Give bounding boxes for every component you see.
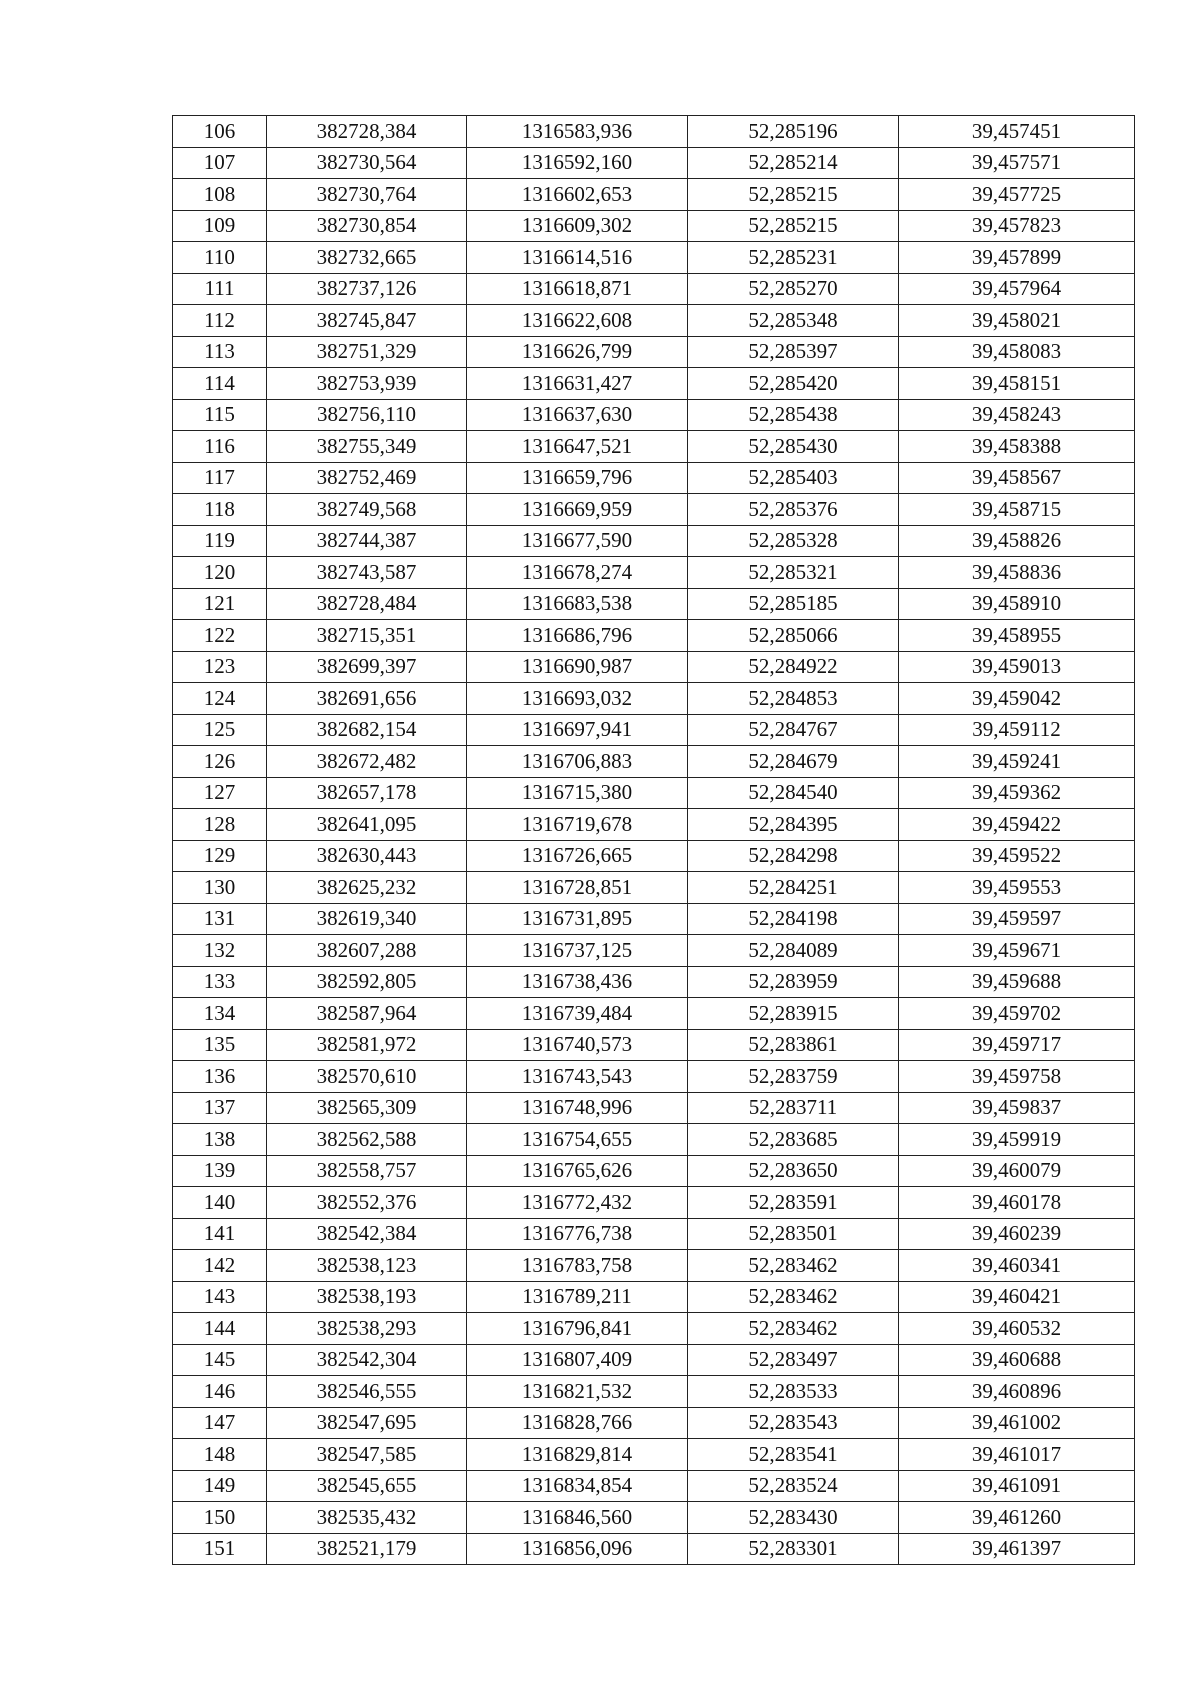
longitude-cell: 39,458021	[899, 305, 1135, 337]
point-number-cell: 119	[173, 525, 267, 557]
point-number-cell: 144	[173, 1313, 267, 1345]
x-coordinate-cell: 382607,288	[267, 935, 467, 967]
point-number-cell: 108	[173, 179, 267, 211]
point-number-cell: 112	[173, 305, 267, 337]
y-coordinate-cell: 1316622,608	[467, 305, 688, 337]
x-coordinate-cell: 382545,655	[267, 1470, 467, 1502]
latitude-cell: 52,283301	[688, 1533, 899, 1565]
table-row	[173, 1533, 1135, 1565]
point-number-cell: 109	[173, 210, 267, 242]
y-coordinate-cell: 1316789,211	[467, 1281, 688, 1313]
table-row	[173, 966, 1135, 998]
point-number-cell: 151	[173, 1533, 267, 1565]
latitude-cell: 52,285196	[688, 116, 899, 148]
x-coordinate-cell: 382570,610	[267, 1061, 467, 1093]
y-coordinate-cell: 1316683,538	[467, 588, 688, 620]
y-coordinate-cell: 1316678,274	[467, 557, 688, 589]
table-row	[173, 683, 1135, 715]
table-row	[173, 1344, 1135, 1376]
point-number-cell: 118	[173, 494, 267, 526]
point-number-cell: 147	[173, 1407, 267, 1439]
longitude-cell: 39,458910	[899, 588, 1135, 620]
x-coordinate-cell: 382682,154	[267, 714, 467, 746]
latitude-cell: 52,285430	[688, 431, 899, 463]
latitude-cell: 52,283533	[688, 1376, 899, 1408]
y-coordinate-cell: 1316686,796	[467, 620, 688, 652]
latitude-cell: 52,283759	[688, 1061, 899, 1093]
x-coordinate-cell: 382521,179	[267, 1533, 467, 1565]
y-coordinate-cell: 1316748,996	[467, 1092, 688, 1124]
latitude-cell: 52,285270	[688, 273, 899, 305]
x-coordinate-cell: 382728,384	[267, 116, 467, 148]
longitude-cell: 39,460079	[899, 1155, 1135, 1187]
longitude-cell: 39,458388	[899, 431, 1135, 463]
y-coordinate-cell: 1316807,409	[467, 1344, 688, 1376]
y-coordinate-cell: 1316631,427	[467, 368, 688, 400]
latitude-cell: 52,285376	[688, 494, 899, 526]
x-coordinate-cell: 382756,110	[267, 399, 467, 431]
longitude-cell: 39,460239	[899, 1218, 1135, 1250]
longitude-cell: 39,460341	[899, 1250, 1135, 1282]
x-coordinate-cell: 382732,665	[267, 242, 467, 274]
point-number-cell: 124	[173, 683, 267, 715]
longitude-cell: 39,459553	[899, 872, 1135, 904]
longitude-cell: 39,458083	[899, 336, 1135, 368]
latitude-cell: 52,283462	[688, 1313, 899, 1345]
x-coordinate-cell: 382547,695	[267, 1407, 467, 1439]
point-number-cell: 131	[173, 903, 267, 935]
y-coordinate-cell: 1316765,626	[467, 1155, 688, 1187]
longitude-cell: 39,461397	[899, 1533, 1135, 1565]
point-number-cell: 122	[173, 620, 267, 652]
latitude-cell: 52,283462	[688, 1250, 899, 1282]
y-coordinate-cell: 1316776,738	[467, 1218, 688, 1250]
longitude-cell: 39,459362	[899, 777, 1135, 809]
table-row	[173, 368, 1135, 400]
x-coordinate-cell: 382547,585	[267, 1439, 467, 1471]
y-coordinate-cell: 1316614,516	[467, 242, 688, 274]
x-coordinate-cell: 382592,805	[267, 966, 467, 998]
y-coordinate-cell: 1316609,302	[467, 210, 688, 242]
point-number-cell: 148	[173, 1439, 267, 1471]
latitude-cell: 52,283591	[688, 1187, 899, 1219]
y-coordinate-cell: 1316731,895	[467, 903, 688, 935]
latitude-cell: 52,283543	[688, 1407, 899, 1439]
longitude-cell: 39,457725	[899, 179, 1135, 211]
point-number-cell: 128	[173, 809, 267, 841]
latitude-cell: 52,283524	[688, 1470, 899, 1502]
longitude-cell: 39,460896	[899, 1376, 1135, 1408]
table-row	[173, 305, 1135, 337]
latitude-cell: 52,284767	[688, 714, 899, 746]
point-number-cell: 146	[173, 1376, 267, 1408]
y-coordinate-cell: 1316669,959	[467, 494, 688, 526]
x-coordinate-cell: 382737,126	[267, 273, 467, 305]
longitude-cell: 39,457451	[899, 116, 1135, 148]
x-coordinate-cell: 382728,484	[267, 588, 467, 620]
table-row	[173, 651, 1135, 683]
x-coordinate-cell: 382619,340	[267, 903, 467, 935]
latitude-cell: 52,283711	[688, 1092, 899, 1124]
point-number-cell: 149	[173, 1470, 267, 1502]
longitude-cell: 39,461002	[899, 1407, 1135, 1439]
longitude-cell: 39,460688	[899, 1344, 1135, 1376]
point-number-cell: 120	[173, 557, 267, 589]
longitude-cell: 39,459758	[899, 1061, 1135, 1093]
y-coordinate-cell: 1316697,941	[467, 714, 688, 746]
latitude-cell: 52,284198	[688, 903, 899, 935]
x-coordinate-cell: 382581,972	[267, 1029, 467, 1061]
table-row	[173, 1313, 1135, 1345]
table-row	[173, 431, 1135, 463]
latitude-cell: 52,284540	[688, 777, 899, 809]
table-row	[173, 998, 1135, 1030]
point-number-cell: 117	[173, 462, 267, 494]
point-number-cell: 145	[173, 1344, 267, 1376]
y-coordinate-cell: 1316637,630	[467, 399, 688, 431]
y-coordinate-cell: 1316821,532	[467, 1376, 688, 1408]
longitude-cell: 39,459688	[899, 966, 1135, 998]
latitude-cell: 52,283685	[688, 1124, 899, 1156]
x-coordinate-cell: 382565,309	[267, 1092, 467, 1124]
point-number-cell: 138	[173, 1124, 267, 1156]
table-row	[173, 840, 1135, 872]
table-row	[173, 1250, 1135, 1282]
table-row	[173, 273, 1135, 305]
point-number-cell: 140	[173, 1187, 267, 1219]
y-coordinate-cell: 1316856,096	[467, 1533, 688, 1565]
x-coordinate-cell: 382562,588	[267, 1124, 467, 1156]
table-row	[173, 116, 1135, 148]
x-coordinate-cell: 382542,304	[267, 1344, 467, 1376]
table-row	[173, 1187, 1135, 1219]
latitude-cell: 52,284298	[688, 840, 899, 872]
table-row	[173, 1029, 1135, 1061]
latitude-cell: 52,283462	[688, 1281, 899, 1313]
longitude-cell: 39,459241	[899, 746, 1135, 778]
longitude-cell: 39,457899	[899, 242, 1135, 274]
coordinates-table	[172, 115, 1135, 1565]
table-row	[173, 588, 1135, 620]
table-row	[173, 1407, 1135, 1439]
latitude-cell: 52,283861	[688, 1029, 899, 1061]
y-coordinate-cell: 1316626,799	[467, 336, 688, 368]
latitude-cell: 52,284679	[688, 746, 899, 778]
point-number-cell: 127	[173, 777, 267, 809]
table-row	[173, 1124, 1135, 1156]
longitude-cell: 39,458243	[899, 399, 1135, 431]
x-coordinate-cell: 382730,564	[267, 147, 467, 179]
x-coordinate-cell: 382558,757	[267, 1155, 467, 1187]
x-coordinate-cell: 382587,964	[267, 998, 467, 1030]
latitude-cell: 52,285066	[688, 620, 899, 652]
table-row	[173, 336, 1135, 368]
y-coordinate-cell: 1316796,841	[467, 1313, 688, 1345]
x-coordinate-cell: 382715,351	[267, 620, 467, 652]
point-number-cell: 123	[173, 651, 267, 683]
y-coordinate-cell: 1316592,160	[467, 147, 688, 179]
y-coordinate-cell: 1316740,573	[467, 1029, 688, 1061]
table-row	[173, 903, 1135, 935]
latitude-cell: 52,285403	[688, 462, 899, 494]
table-row	[173, 714, 1135, 746]
latitude-cell: 52,285321	[688, 557, 899, 589]
y-coordinate-cell: 1316743,543	[467, 1061, 688, 1093]
point-number-cell: 150	[173, 1502, 267, 1534]
y-coordinate-cell: 1316754,655	[467, 1124, 688, 1156]
point-number-cell: 113	[173, 336, 267, 368]
longitude-cell: 39,458715	[899, 494, 1135, 526]
y-coordinate-cell: 1316738,436	[467, 966, 688, 998]
x-coordinate-cell: 382641,095	[267, 809, 467, 841]
x-coordinate-cell: 382672,482	[267, 746, 467, 778]
longitude-cell: 39,460178	[899, 1187, 1135, 1219]
point-number-cell: 121	[173, 588, 267, 620]
x-coordinate-cell: 382625,232	[267, 872, 467, 904]
latitude-cell: 52,283497	[688, 1344, 899, 1376]
y-coordinate-cell: 1316783,758	[467, 1250, 688, 1282]
longitude-cell: 39,458151	[899, 368, 1135, 400]
latitude-cell: 52,285397	[688, 336, 899, 368]
y-coordinate-cell: 1316659,796	[467, 462, 688, 494]
table-row	[173, 620, 1135, 652]
y-coordinate-cell: 1316726,665	[467, 840, 688, 872]
table-row	[173, 809, 1135, 841]
latitude-cell: 52,284089	[688, 935, 899, 967]
longitude-cell: 39,459837	[899, 1092, 1135, 1124]
latitude-cell: 52,283501	[688, 1218, 899, 1250]
table-row	[173, 462, 1135, 494]
point-number-cell: 111	[173, 273, 267, 305]
longitude-cell: 39,461091	[899, 1470, 1135, 1502]
longitude-cell: 39,458567	[899, 462, 1135, 494]
table-row	[173, 242, 1135, 274]
table-row	[173, 1439, 1135, 1471]
y-coordinate-cell: 1316739,484	[467, 998, 688, 1030]
point-number-cell: 129	[173, 840, 267, 872]
table-row	[173, 1155, 1135, 1187]
x-coordinate-cell: 382630,443	[267, 840, 467, 872]
x-coordinate-cell: 382542,384	[267, 1218, 467, 1250]
y-coordinate-cell: 1316618,871	[467, 273, 688, 305]
point-number-cell: 133	[173, 966, 267, 998]
point-number-cell: 114	[173, 368, 267, 400]
y-coordinate-cell: 1316846,560	[467, 1502, 688, 1534]
x-coordinate-cell: 382552,376	[267, 1187, 467, 1219]
x-coordinate-cell: 382538,193	[267, 1281, 467, 1313]
point-number-cell: 116	[173, 431, 267, 463]
table-row	[173, 777, 1135, 809]
table-row	[173, 935, 1135, 967]
x-coordinate-cell: 382691,656	[267, 683, 467, 715]
latitude-cell: 52,285328	[688, 525, 899, 557]
latitude-cell: 52,283915	[688, 998, 899, 1030]
y-coordinate-cell: 1316706,883	[467, 746, 688, 778]
latitude-cell: 52,283430	[688, 1502, 899, 1534]
point-number-cell: 132	[173, 935, 267, 967]
longitude-cell: 39,459671	[899, 935, 1135, 967]
latitude-cell: 52,284251	[688, 872, 899, 904]
longitude-cell: 39,459717	[899, 1029, 1135, 1061]
table-row	[173, 1470, 1135, 1502]
longitude-cell: 39,457964	[899, 273, 1135, 305]
point-number-cell: 139	[173, 1155, 267, 1187]
latitude-cell: 52,283959	[688, 966, 899, 998]
point-number-cell: 141	[173, 1218, 267, 1250]
longitude-cell: 39,458955	[899, 620, 1135, 652]
point-number-cell: 115	[173, 399, 267, 431]
table-row	[173, 1281, 1135, 1313]
longitude-cell: 39,459042	[899, 683, 1135, 715]
x-coordinate-cell: 382744,387	[267, 525, 467, 557]
y-coordinate-cell: 1316583,936	[467, 116, 688, 148]
y-coordinate-cell: 1316677,590	[467, 525, 688, 557]
table-row	[173, 746, 1135, 778]
longitude-cell: 39,459112	[899, 714, 1135, 746]
x-coordinate-cell: 382755,349	[267, 431, 467, 463]
point-number-cell: 126	[173, 746, 267, 778]
table-row	[173, 1092, 1135, 1124]
x-coordinate-cell: 382657,178	[267, 777, 467, 809]
y-coordinate-cell: 1316715,380	[467, 777, 688, 809]
table-row	[173, 1376, 1135, 1408]
x-coordinate-cell: 382538,293	[267, 1313, 467, 1345]
table-row	[173, 1061, 1135, 1093]
point-number-cell: 135	[173, 1029, 267, 1061]
y-coordinate-cell: 1316690,987	[467, 651, 688, 683]
x-coordinate-cell: 382538,123	[267, 1250, 467, 1282]
x-coordinate-cell: 382749,568	[267, 494, 467, 526]
longitude-cell: 39,459522	[899, 840, 1135, 872]
point-number-cell: 136	[173, 1061, 267, 1093]
y-coordinate-cell: 1316719,678	[467, 809, 688, 841]
latitude-cell: 52,285231	[688, 242, 899, 274]
table-row	[173, 1218, 1135, 1250]
point-number-cell: 107	[173, 147, 267, 179]
x-coordinate-cell: 382730,764	[267, 179, 467, 211]
y-coordinate-cell: 1316728,851	[467, 872, 688, 904]
longitude-cell: 39,461017	[899, 1439, 1135, 1471]
table-row	[173, 525, 1135, 557]
x-coordinate-cell: 382745,847	[267, 305, 467, 337]
point-number-cell: 137	[173, 1092, 267, 1124]
longitude-cell: 39,461260	[899, 1502, 1135, 1534]
latitude-cell: 52,284922	[688, 651, 899, 683]
latitude-cell: 52,283541	[688, 1439, 899, 1471]
longitude-cell: 39,460532	[899, 1313, 1135, 1345]
point-number-cell: 110	[173, 242, 267, 274]
y-coordinate-cell: 1316834,854	[467, 1470, 688, 1502]
longitude-cell: 39,459597	[899, 903, 1135, 935]
latitude-cell: 52,285420	[688, 368, 899, 400]
latitude-cell: 52,285185	[688, 588, 899, 620]
point-number-cell: 106	[173, 116, 267, 148]
longitude-cell: 39,460421	[899, 1281, 1135, 1313]
longitude-cell: 39,458826	[899, 525, 1135, 557]
point-number-cell: 130	[173, 872, 267, 904]
latitude-cell: 52,285214	[688, 147, 899, 179]
table-row	[173, 179, 1135, 211]
table-row	[173, 147, 1135, 179]
longitude-cell: 39,459702	[899, 998, 1135, 1030]
point-number-cell: 143	[173, 1281, 267, 1313]
y-coordinate-cell: 1316828,766	[467, 1407, 688, 1439]
table-row	[173, 494, 1135, 526]
point-number-cell: 142	[173, 1250, 267, 1282]
x-coordinate-cell: 382751,329	[267, 336, 467, 368]
x-coordinate-cell: 382546,555	[267, 1376, 467, 1408]
latitude-cell: 52,283650	[688, 1155, 899, 1187]
table-row	[173, 399, 1135, 431]
longitude-cell: 39,459013	[899, 651, 1135, 683]
x-coordinate-cell: 382743,587	[267, 557, 467, 589]
y-coordinate-cell: 1316737,125	[467, 935, 688, 967]
table-row	[173, 1502, 1135, 1534]
x-coordinate-cell: 382699,397	[267, 651, 467, 683]
y-coordinate-cell: 1316772,432	[467, 1187, 688, 1219]
longitude-cell: 39,459422	[899, 809, 1135, 841]
latitude-cell: 52,285215	[688, 210, 899, 242]
table-row	[173, 210, 1135, 242]
x-coordinate-cell: 382535,432	[267, 1502, 467, 1534]
latitude-cell: 52,285348	[688, 305, 899, 337]
latitude-cell: 52,284395	[688, 809, 899, 841]
x-coordinate-cell: 382753,939	[267, 368, 467, 400]
x-coordinate-cell: 382752,469	[267, 462, 467, 494]
latitude-cell: 52,284853	[688, 683, 899, 715]
y-coordinate-cell: 1316829,814	[467, 1439, 688, 1471]
x-coordinate-cell: 382730,854	[267, 210, 467, 242]
longitude-cell: 39,458836	[899, 557, 1135, 589]
point-number-cell: 134	[173, 998, 267, 1030]
longitude-cell: 39,457823	[899, 210, 1135, 242]
point-number-cell: 125	[173, 714, 267, 746]
y-coordinate-cell: 1316693,032	[467, 683, 688, 715]
longitude-cell: 39,457571	[899, 147, 1135, 179]
latitude-cell: 52,285438	[688, 399, 899, 431]
y-coordinate-cell: 1316647,521	[467, 431, 688, 463]
table-row	[173, 557, 1135, 589]
latitude-cell: 52,285215	[688, 179, 899, 211]
y-coordinate-cell: 1316602,653	[467, 179, 688, 211]
table-row	[173, 872, 1135, 904]
longitude-cell: 39,459919	[899, 1124, 1135, 1156]
coordinates-table-body	[173, 116, 1135, 1565]
